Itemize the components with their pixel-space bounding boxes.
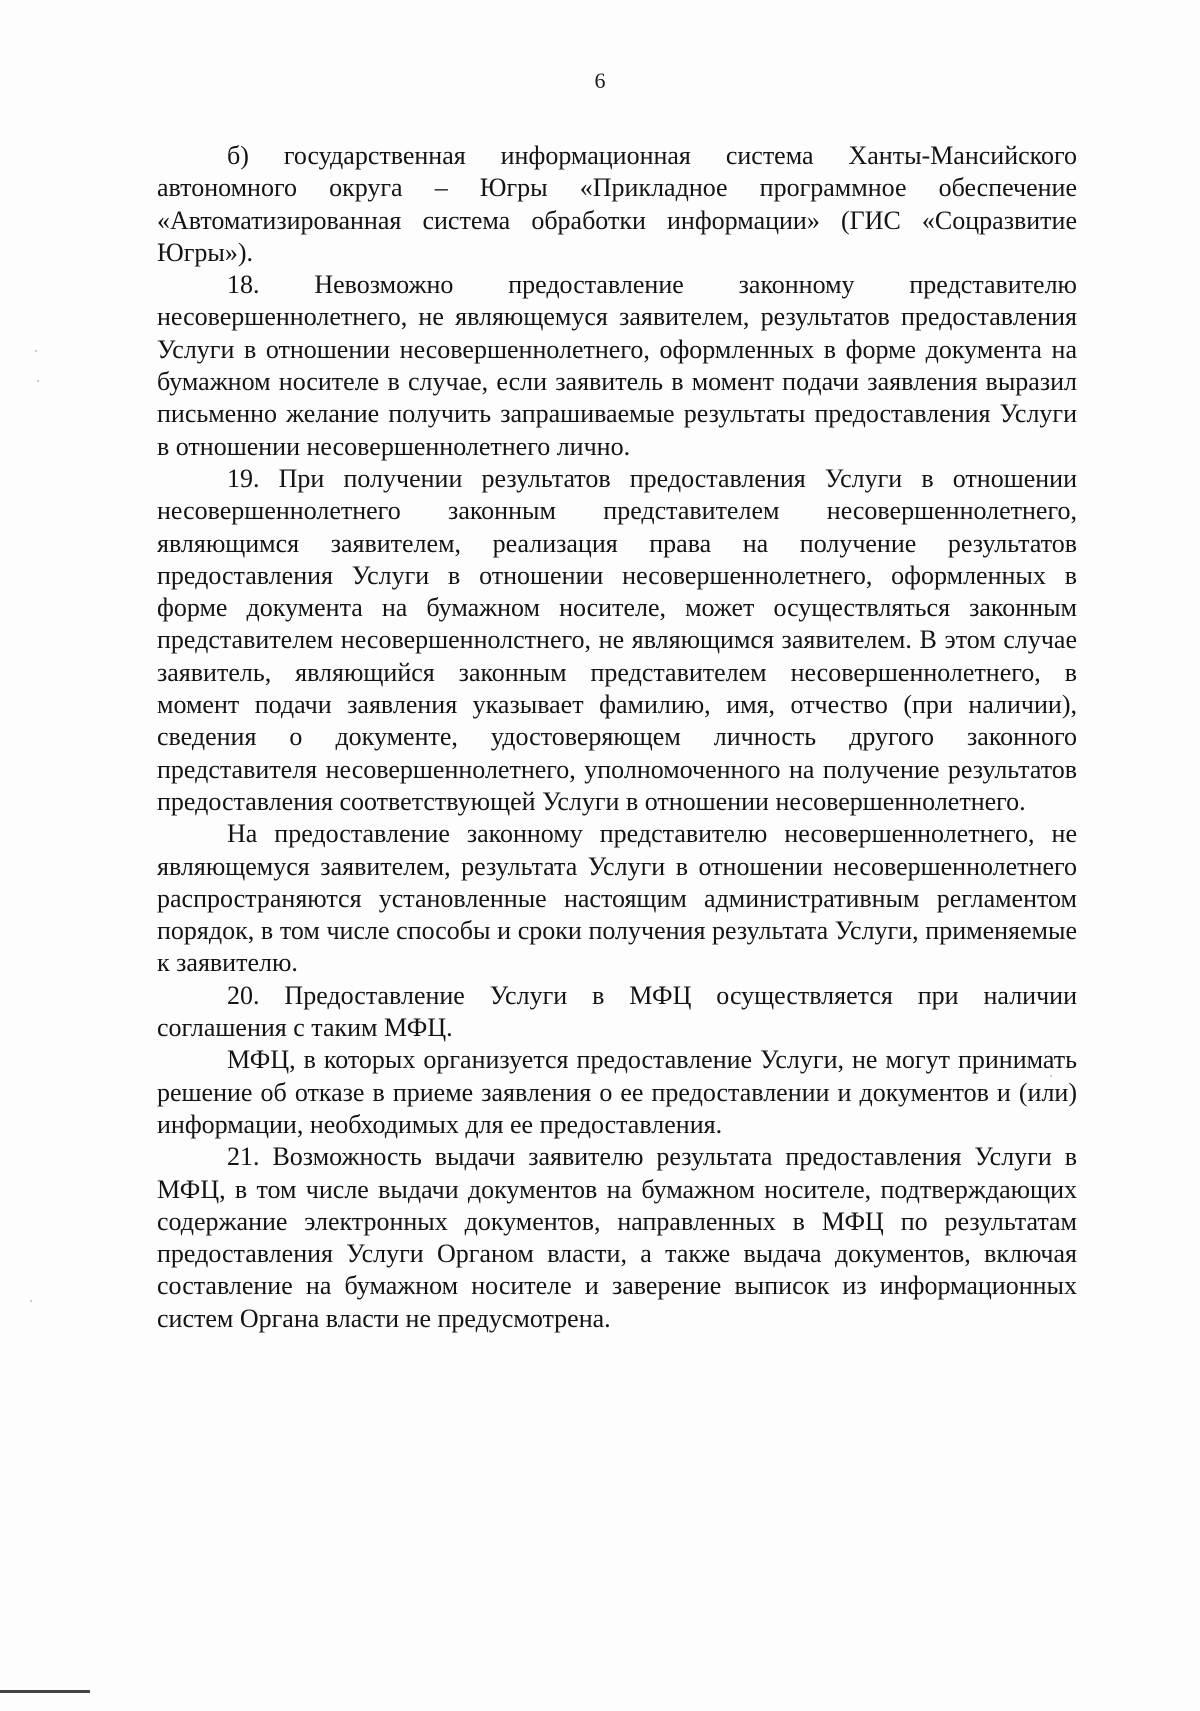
scan-dust-dot (30, 1300, 32, 1302)
paragraph-19-continuation: На предоставление законному представителю несовершеннолетнего, не являющемуся заявителем, результата Услуги в отношении несовершеннолетнего распространяются установленные настоящим административным регламентом порядок, в том числе способы и сроки получения результата Услуги, применяемые к заявителю. (157, 819, 1077, 978)
scan-dust-dot (35, 350, 37, 352)
paragraph-20-continuation: МФЦ, в которых организуется предоставление Услуги, не могут принимать решение об отказе в приеме заявления о ее предоставлении и документов и (или) информации, необходимых для ее предоставления. (157, 1045, 1077, 1139)
paragraph-18: 18. Невозможно предоставление законному представителю несовершеннолетнего, не являющемуся заявителем, результатов предоставления Услуги в отношении несовершеннолетнего, оформленных в форме документа на бумажном носителе в случае, если заявитель в момент подачи заявления выразил письменно желание получить запрашиваемые результаты предоставления Услуги в отношении несовершеннолетнего лично. (157, 270, 1077, 461)
paragraph-b-gis: б) государственная информационная система Ханты-Мансийского автономного округа – Югры «Прикладное программное обеспечение «Автоматизированная система обработки информации» (ГИС «Соцразвитие Югры»). (157, 141, 1077, 267)
page-number: 6 (594, 68, 606, 93)
scan-dust-dot (37, 380, 39, 382)
paragraph-21: 21. Возможность выдачи заявителю результата предоставления Услуги в МФЦ, в том числе выдачи документов на бумажном носителе, подтверждающих содержание электронных документов, направленных в МФЦ по результатам предоставления Услуги Органом власти, а также выдача документов, включая составление на бумажном носителе и заверение выписок из информационных систем Органа власти не предусмотрена. (157, 1142, 1077, 1333)
scan-edge-mark (0, 1690, 90, 1693)
paragraph-20: 20. Предоставление Услуги в МФЦ осуществляется при наличии соглашения с таким МФЦ. (157, 980, 1077, 1043)
paragraph-19: 19. При получении результатов предоставления Услуги в отношении несовершеннолетнего законным представителем несовершеннолетнего, являющимся заявителем, реализация права на получение результатов предоставления Услуги в отношении несовершеннолетнего, оформленных в форме документа на бумажном носителе, может осуществляться законным представителем несовершеннолстнего, не являющимся заявителем. В этом случае заявитель, являющийся законным представителем несовершеннолетнего, в момент подачи заявления указывает фамилию, имя, отчество (при наличии), сведения о документе, удостоверяющем личность другого законного представителя несовершеннолетнего, уполномоченного на получение результатов предоставления соответствующей Услуги в отношении несовершеннолетнего. (157, 463, 1077, 816)
scan-dust-dot (1050, 1075, 1052, 1077)
document-body (157, 140, 1077, 1335)
